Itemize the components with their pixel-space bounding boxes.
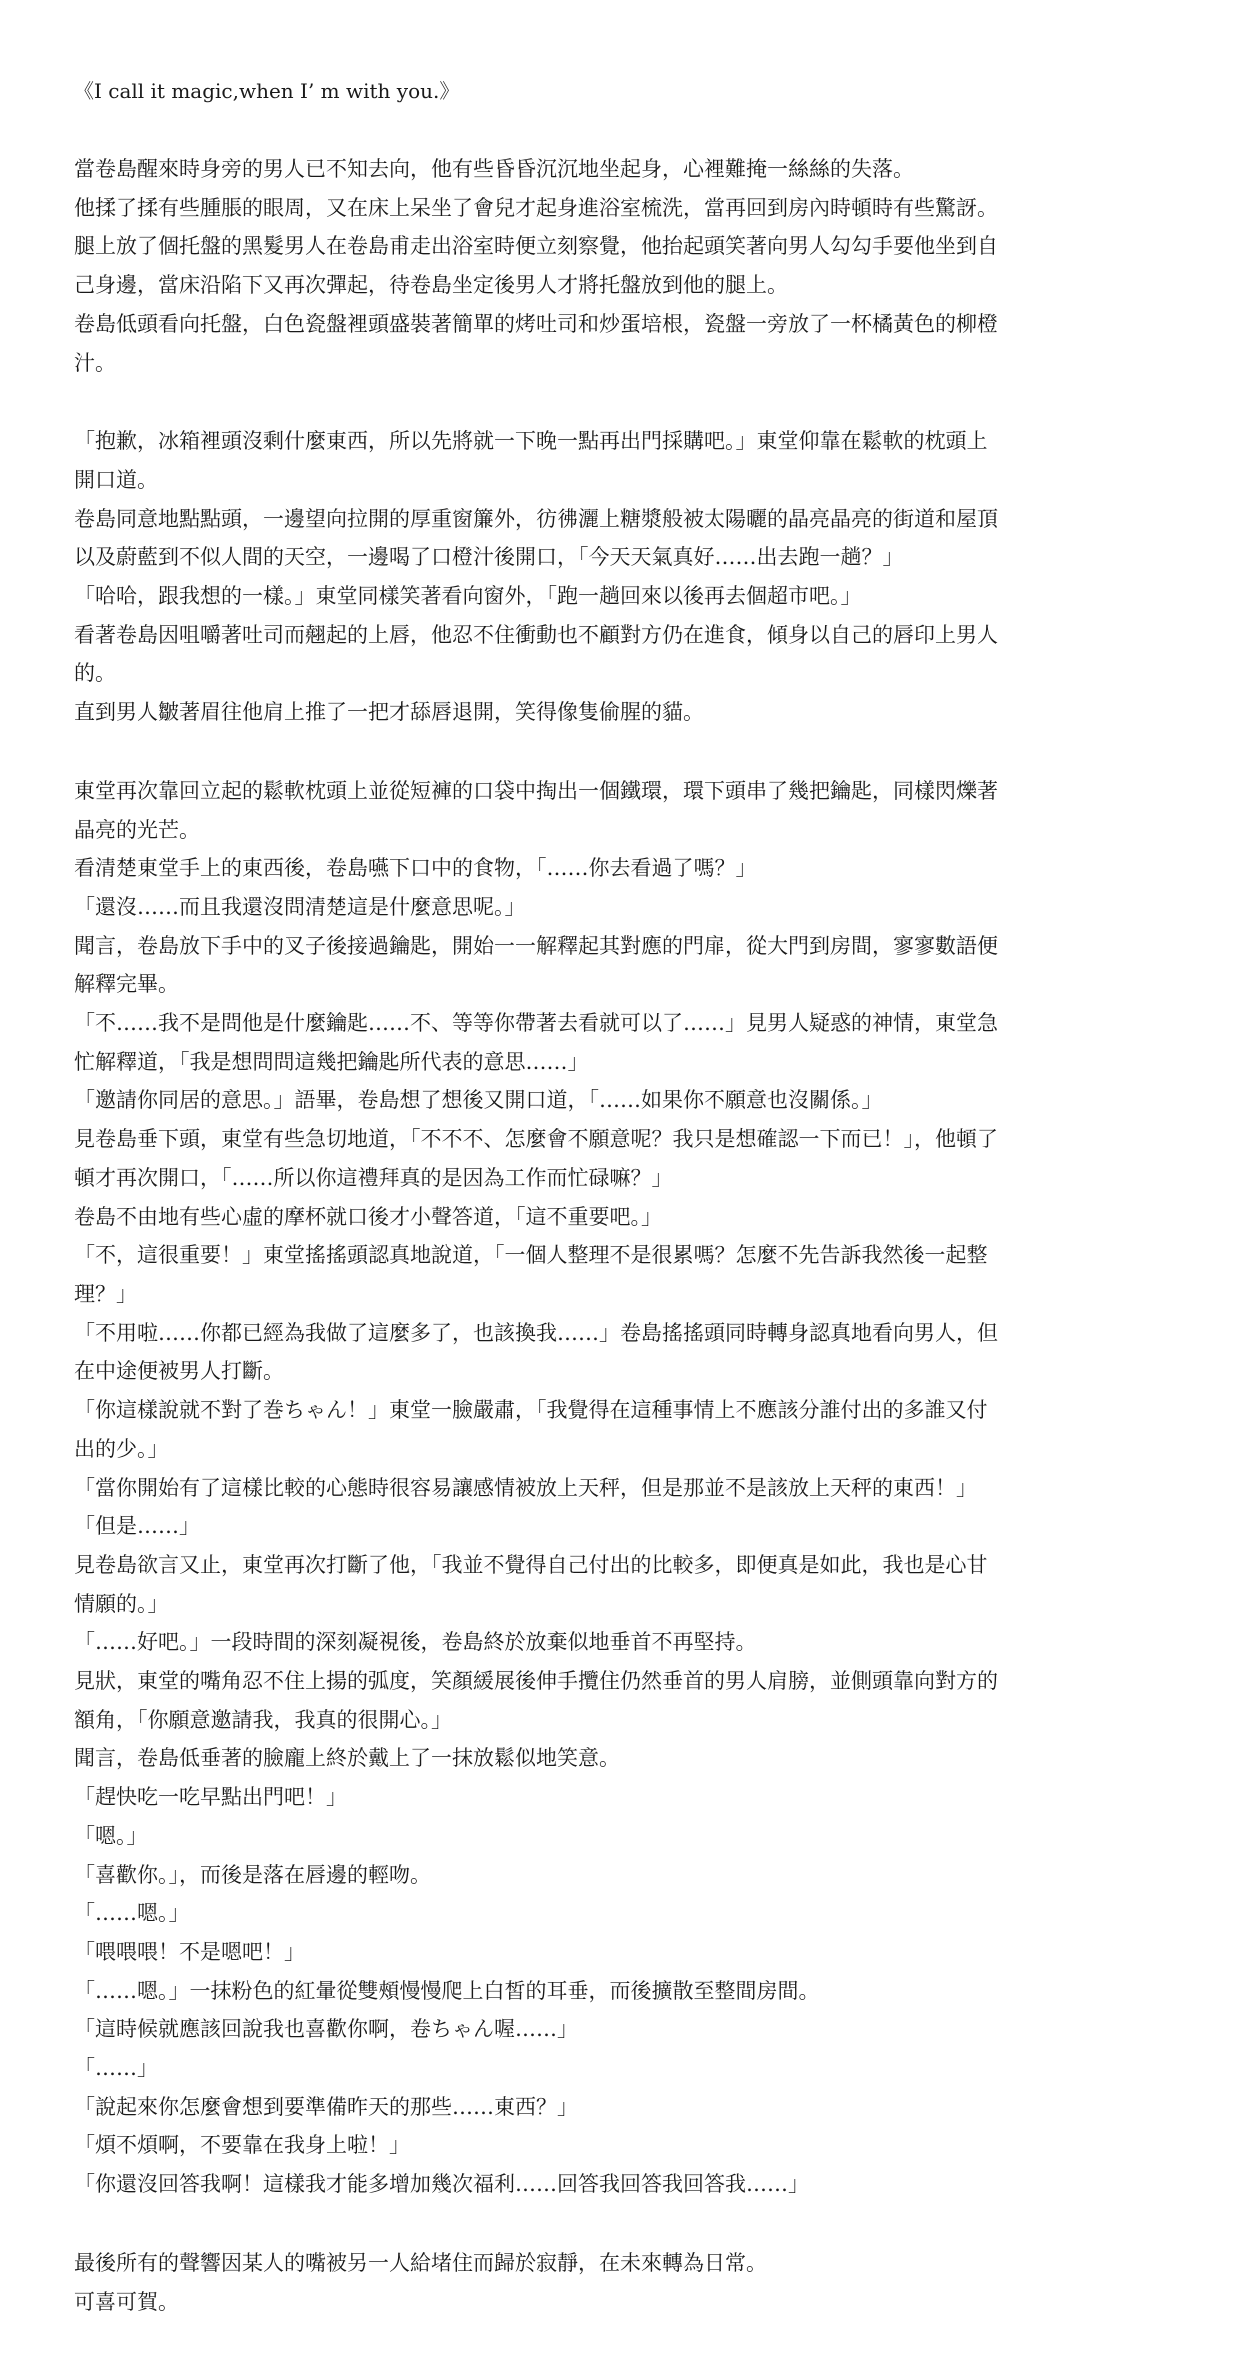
text-line: 以及蔚藍到不似人間的天空，一邊喝了口橙汁後開口，「今天天氣真好……出去跑一趟？」: [74, 545, 904, 570]
text-line: 看著卷島因咀嚼著吐司而翹起的上唇，他忍不住衝動也不顧對方仍在進食，傾身以自己的唇印上男人: [74, 622, 998, 647]
text-line: 當卷島醒來時身旁的男人已不知去向，他有些昏昏沉沉地坐起身，心裡難掩一絲絲的失落。: [74, 157, 914, 181]
text-line: 「趕快吃一吃早點出門吧！」: [74, 1785, 347, 1810]
text-line: 卷島低頭看向托盤，白色瓷盤裡頭盛裝著簡單的烤吐司和炒蛋培根，瓷盤一旁放了一杯橘黃色的柳橙: [74, 311, 998, 336]
text-line: 「這時候就應該回說我也喜歡你啊，卷ちゃん喔……」: [74, 2017, 578, 2042]
text-line: 頓才再次開口，「……所以你這禮拜真的是因為工作而忙碌嘛？」: [74, 1165, 673, 1190]
paragraph-block: [74, 772, 1174, 2204]
paragraph-block: [74, 422, 1174, 732]
text-line: 聞言，卷島低垂著的臉龐上終於戴上了一抹放鬆似地笑意。: [74, 1746, 620, 1771]
text-line: 看清楚東堂手上的東西後，卷島嚥下口中的食物，「……你去看過了嗎？」: [74, 856, 757, 881]
text-line: 「喜歡你。」，而後是落在唇邊的輕吻。: [74, 1862, 431, 1887]
text-line: 見狀，東堂的嘴角忍不住上揚的弧度，笑顏緩展後伸手攬住仍然垂首的男人肩膀，並側頭靠向對方的: [74, 1669, 998, 1694]
text-line: 「不用啦……你都已經為我做了這麼多了，也該換我……」卷島搖搖頭同時轉身認真地看向男人，但: [74, 1320, 998, 1345]
text-line: 理？」: [74, 1281, 137, 1306]
text-line: 在中途便被男人打斷。: [74, 1359, 284, 1384]
text-line: 「不……我不是問他是什麼鑰匙……不、等等你帶著去看就可以了……」見男人疑惑的神情，東堂急: [74, 1011, 998, 1036]
text-line: 「……好吧。」一段時間的深刻凝視後，卷島終於放棄似地垂首不再堅持。: [74, 1630, 757, 1655]
text-line: 「你這樣說就不對了巻ちゃん！」東堂一臉嚴肅，「我覺得在這種事情上不應該分誰付出的多誰又付: [74, 1398, 988, 1423]
text-line: 「當你開始有了這樣比較的心態時很容易讓感情被放上天秤，但是那並不是該放上天秤的東西！」: [74, 1475, 977, 1500]
text-line: 「邀請你同居的意思。」語畢，卷島想了想後又開口道，「……如果你不願意也沒關係。」: [74, 1088, 883, 1113]
text-line: 出的少。」: [74, 1436, 169, 1461]
text-line: 「嗯。」: [74, 1823, 148, 1848]
text-line: 「你還沒回答我啊！這樣我才能多增加幾次福利……回答我回答我回答我……」: [74, 2172, 809, 2197]
text-line: 忙解釋道，「我是想問問這幾把鑰匙所代表的意思……」: [74, 1049, 589, 1074]
text-line: 己身邊，當床沿陷下又再次彈起，待卷島坐定後男人才將托盤放到他的腿上。: [74, 273, 788, 298]
text-line: 解釋完畢。: [74, 972, 179, 997]
text-line: 「喂喂喂！不是嗯吧！」: [74, 1939, 305, 1964]
text-line: 「煩不煩啊，不要靠在我身上啦！」: [74, 2133, 410, 2158]
paragraph-block: [74, 2244, 1174, 2321]
text-line: 「……嗯。」: [74, 1901, 190, 1926]
text-line: 最後所有的聲響因某人的嘴被另一人給堵住而歸於寂靜，在未來轉為日常。: [74, 2250, 767, 2275]
story-title: 《I call it magic,when I’ m with you.》: [74, 79, 460, 103]
text-line: 腿上放了個托盤的黑髮男人在卷島甫走出浴室時便立刻察覺，他抬起頭笑著向男人勾勾手要他坐到自: [74, 234, 998, 259]
text-line: 額角，「你願意邀請我，我真的很開心。」: [74, 1707, 452, 1732]
text-line: 他揉了揉有些腫脹的眼周，又在床上呆坐了會兒才起身進浴室梳洗，當再回到房內時頓時有些驚訝。: [74, 195, 998, 220]
document-page: [74, 72, 1174, 2321]
text-line: 直到男人皺著眉往他肩上推了一把才舔唇退開，笑得像隻偷腥的貓。: [74, 700, 704, 725]
text-line: 見卷島垂下頭，東堂有些急切地道，「不不不、怎麼會不願意呢？我只是想確認一下而已！」，他頓了: [74, 1127, 998, 1152]
paragraph-block: [74, 150, 1174, 382]
text-line: 晶亮的光芒。: [74, 817, 200, 842]
text-line: 卷島同意地點點頭，一邊望向拉開的厚重窗簾外，彷彿灑上糖漿般被太陽曬的晶亮晶亮的街道和屋頂: [74, 506, 998, 531]
text-line: 「但是……」: [74, 1514, 200, 1539]
text-line: 「說起來你怎麼會想到要準備昨天的那些……東西？」: [74, 2094, 578, 2119]
text-line: 卷島不由地有些心虛的摩杯就口後才小聲答道，「這不重要吧。」: [74, 1204, 662, 1229]
text-line: 的。: [74, 661, 116, 686]
text-line: 「還沒……而且我還沒問清楚這是什麼意思呢。」: [74, 894, 526, 919]
text-line: 東堂再次靠回立起的鬆軟枕頭上並從短褲的口袋中掏出一個鐵環，環下頭串了幾把鑰匙，同樣閃爍著: [74, 778, 998, 803]
text-line: 情願的。」: [74, 1591, 169, 1616]
text-line: 可喜可賀。: [74, 2289, 179, 2314]
text-line: 「……嗯。」一抹粉色的紅暈從雙頰慢慢爬上白皙的耳垂，而後擴散至整間房間。: [74, 1978, 820, 2003]
story-body: [74, 150, 1174, 2321]
text-line: 「抱歉，冰箱裡頭沒剩什麼東西，所以先將就一下晚一點再出門採購吧。」東堂仰靠在鬆軟的枕頭上: [74, 429, 988, 454]
text-line: 汁。: [74, 350, 116, 375]
text-line: 「不，這很重要！」東堂搖搖頭認真地說道，「一個人整理不是很累嗎？怎麼不先告訴我然後一起整: [74, 1243, 988, 1268]
text-line: 聞言，卷島放下手中的叉子後接過鑰匙，開始一一解釋起其對應的門扉，從大門到房間，寥寥數語便: [74, 933, 998, 958]
text-line: 「哈哈，跟我想的一樣。」東堂同樣笑著看向窗外，「跑一趟回來以後再去個超市吧。」: [74, 584, 862, 609]
text-line: 「……」: [74, 2056, 158, 2081]
text-line: 見卷島欲言又止，東堂再次打斷了他，「我並不覺得自己付出的比較多，即便真是如此，我也是心甘: [74, 1552, 988, 1577]
text-line: 開口道。: [74, 467, 158, 492]
